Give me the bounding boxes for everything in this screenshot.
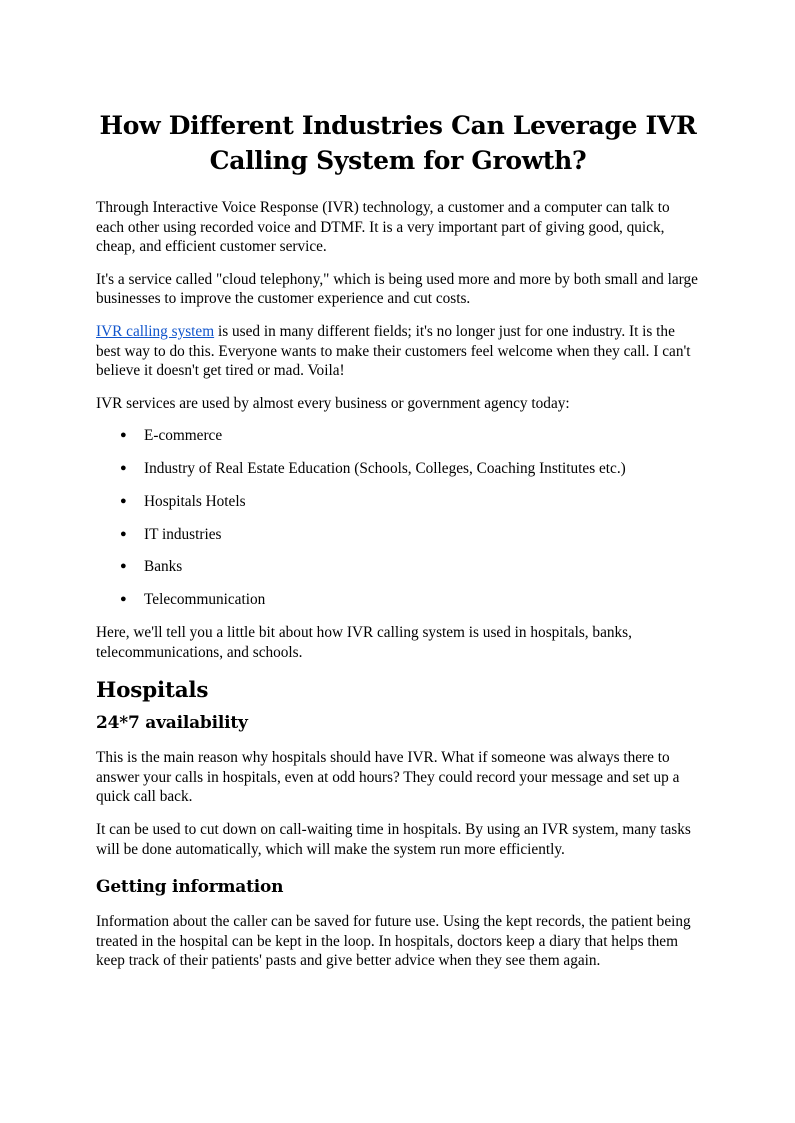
bullet-icon: ●	[120, 429, 127, 442]
bullet-icon: ●	[120, 593, 127, 606]
list-item: ● Telecommunication	[120, 591, 266, 609]
intro-paragraph-3-text: is used in many different fields; it's no longer just for one industry. It is the best way to do this. Everyone wants to make their customers feel welcome when they call. I can't believe it doesn't get tired or mad. Voila!	[96, 322, 691, 380]
information-paragraph-1: Information about the caller can be saved for future use. Using the kept records, the patient being treated in the hospital can be kept in the loop. In hospitals, doctors keep a diary that helps them keep track of their patients' pasts and give better advice when they see them again.	[96, 913, 691, 970]
getting-information-heading: Getting information	[96, 877, 284, 898]
bullet-icon: ●	[120, 527, 127, 540]
list-item: ● Banks	[120, 558, 183, 576]
availability-paragraph-2: It can be used to cut down on call-waiting time in hospitals. By using an IVR system, many tasks will be done automatically, which will make the system run more efficiently.	[96, 821, 691, 858]
industries-list	[96, 426, 700, 610]
list-item: ● E-commerce	[120, 427, 223, 445]
intro-paragraph-4: IVR services are used by almost every business or government agency today:	[96, 394, 570, 412]
availability-paragraph-1: This is the main reason why hospitals should have IVR. What if someone was always there to answer your calls in hospitals, even at odd hours? They could record your message and set up a quick call back.	[96, 749, 680, 806]
list-item: ● Industry of Real Estate Education (Schools, Colleges, Coaching Institutes etc.)	[120, 460, 626, 478]
list-item: ● Hospitals Hotels	[120, 492, 246, 510]
list-item: ● IT industries	[120, 525, 222, 543]
intro-paragraph-3	[96, 322, 700, 381]
intro-paragraph-1: Through Interactive Voice Response (IVR) technology, a customer and a computer can talk to each other using recorded voice and DTMF. It is a very important part of giving good, quick, cheap, and efficient customer service.	[96, 199, 670, 256]
bullet-icon: ●	[120, 462, 127, 475]
hospitals-heading: Hospitals	[96, 678, 209, 704]
intro-paragraph-2: It's a service called "cloud telephony," which is being used more and more by both small and large businesses to improve the customer experience and cut costs.	[96, 270, 698, 308]
availability-heading: 24*7 availability	[96, 713, 248, 734]
document-page	[96, 108, 700, 984]
bullet-icon: ●	[120, 560, 127, 573]
bullet-icon: ●	[120, 494, 127, 507]
ivr-calling-system-link[interactable]: IVR calling system	[96, 322, 215, 340]
page-title: How Different Industries Can Leverage IVR Calling System for Growth?	[99, 111, 697, 175]
after-list-paragraph: Here, we'll tell you a little bit about how IVR calling system is used in hospitals, banks, telecommunications, and schools.	[96, 624, 632, 661]
